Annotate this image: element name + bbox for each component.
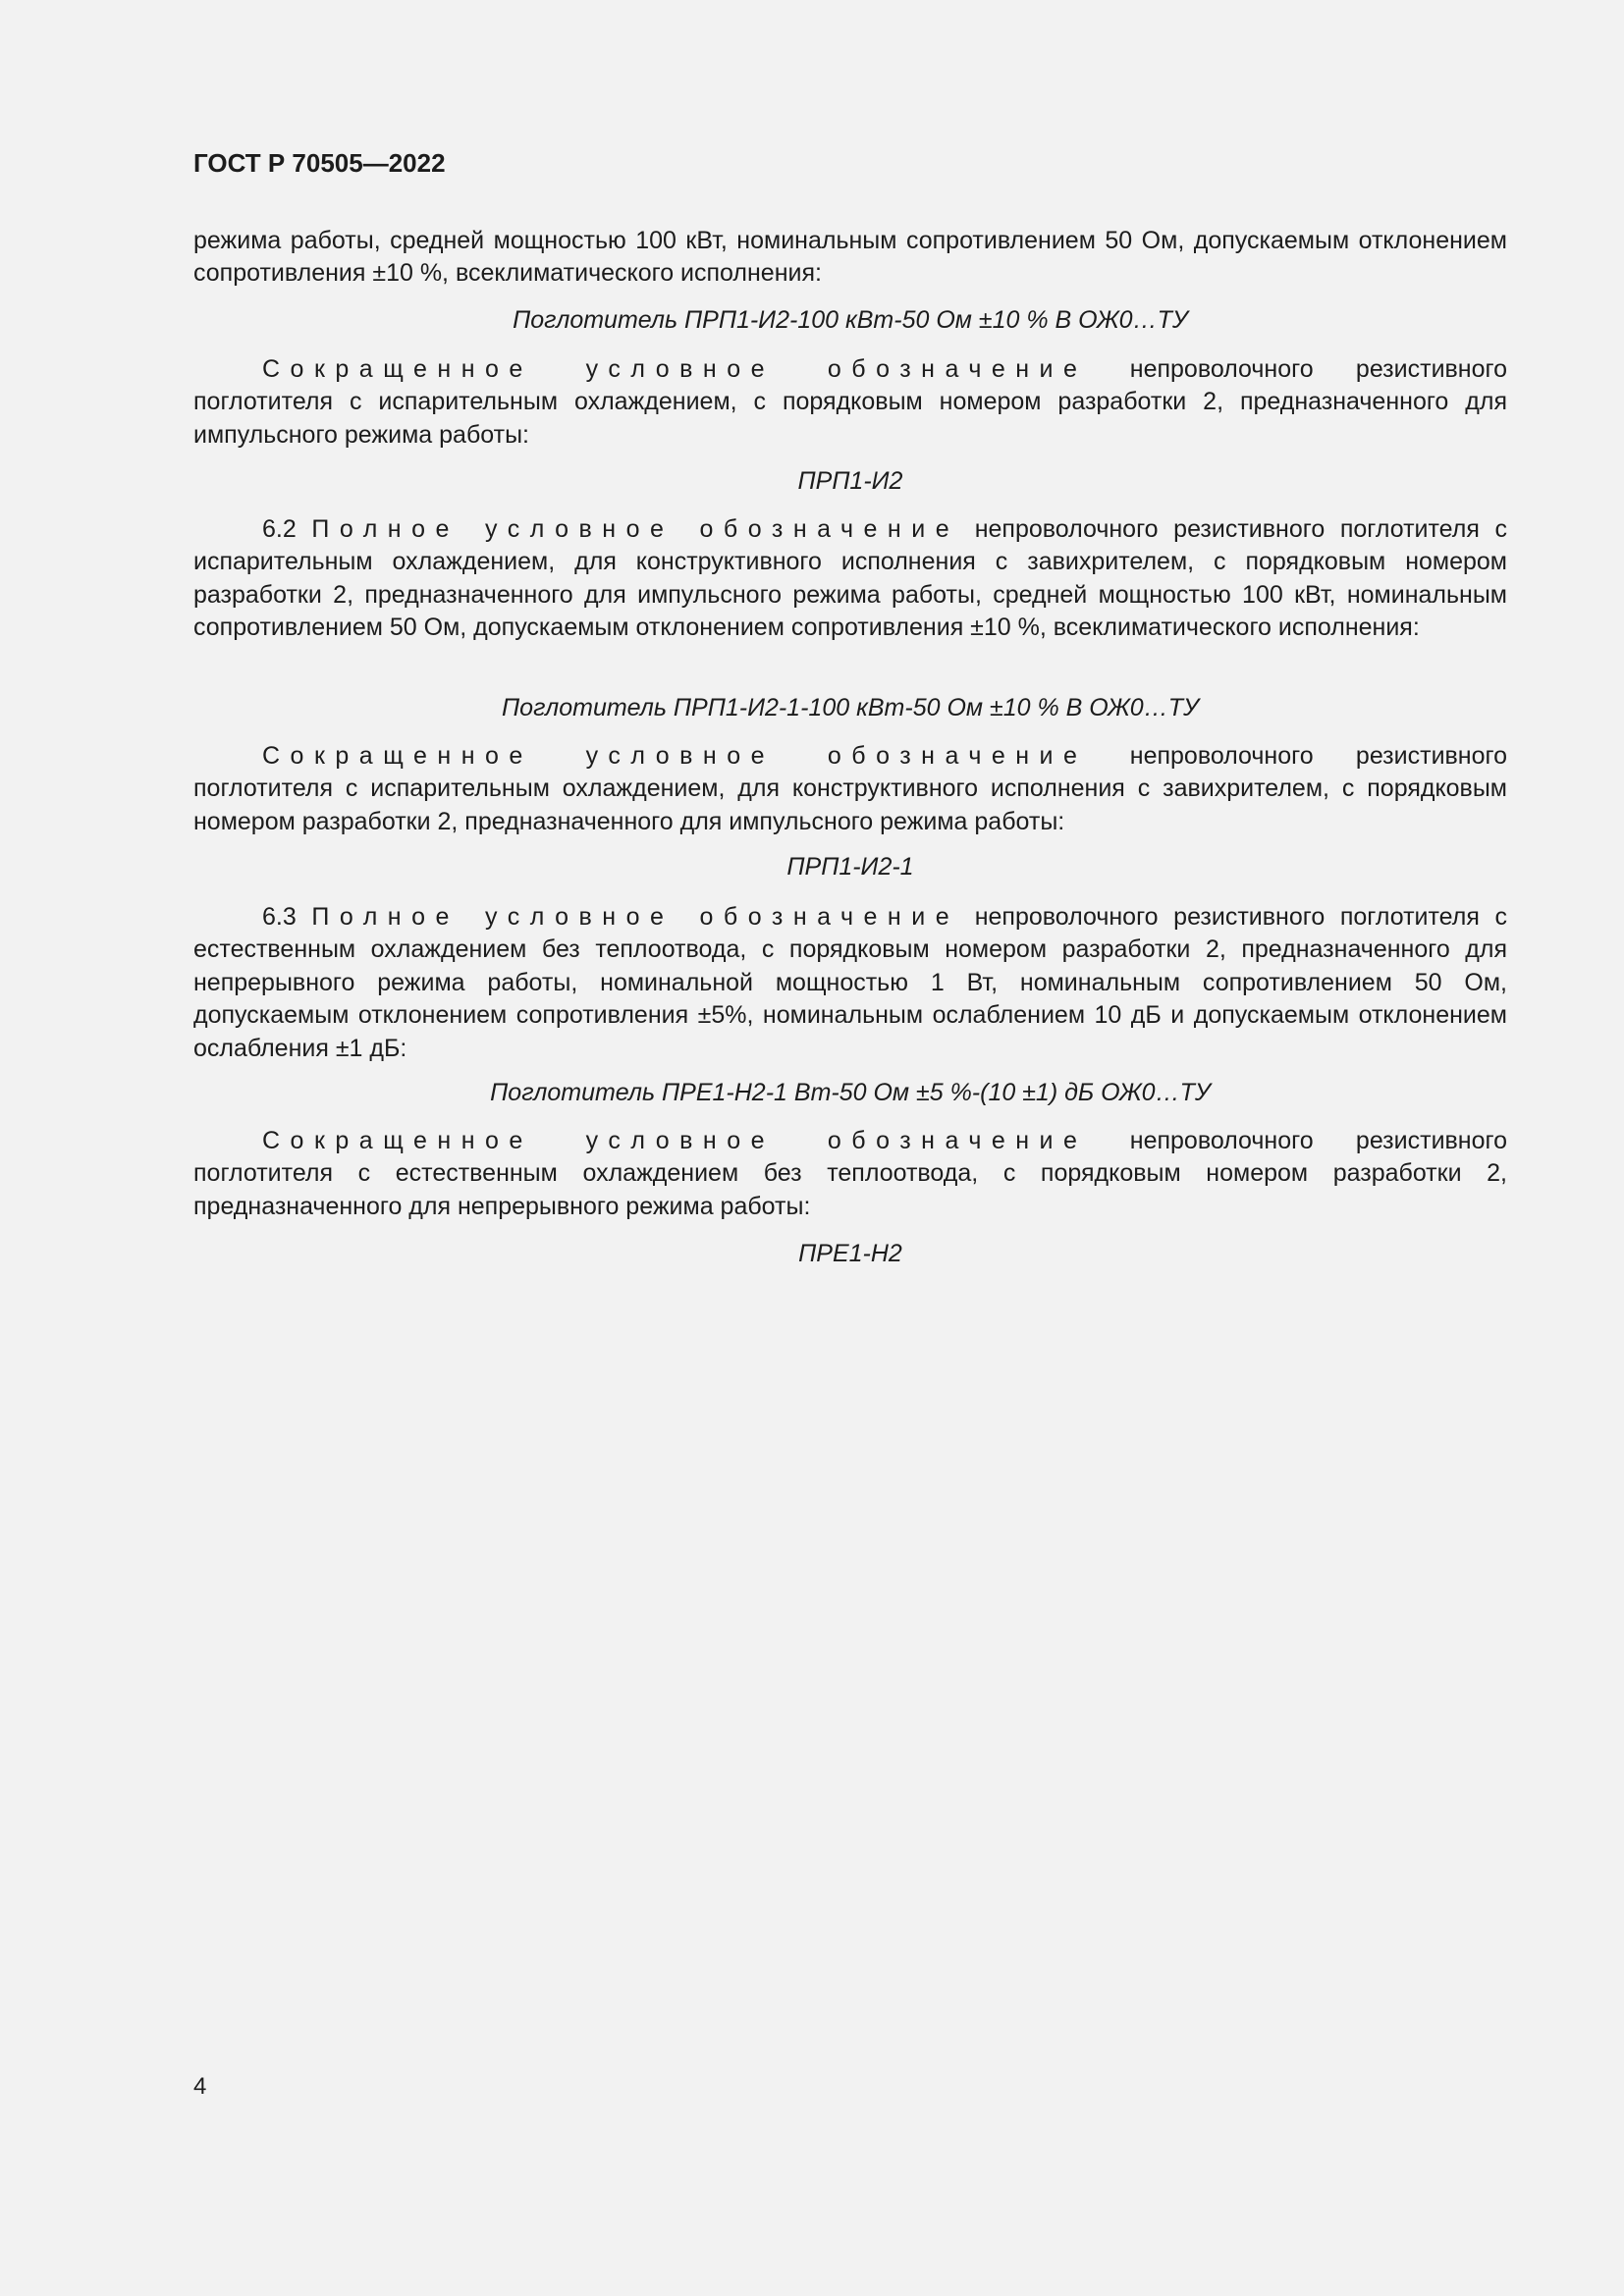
document-header: ГОСТ Р 70505—2022 (193, 148, 446, 178)
paragraph-text: непроволочного резистивного поглотителя с испарительным охлаждением, для конструктивного исполнения с завихрителем, с порядковым номером разработки 2, предназначенного для импульсного режима работы: (193, 742, 1507, 835)
spaced-lead: Сокращенное условное обозначение (262, 355, 1088, 383)
designation-formula: ПРЕ1-Н2 (798, 1240, 902, 1267)
spaced-lead: Сокращенное условное обозначение (262, 742, 1088, 770)
section-number: 6.3 (262, 903, 312, 931)
paragraph (193, 740, 1507, 838)
page-number: 4 (193, 2073, 207, 2100)
designation-formula: ПРП1-И2-1 (786, 853, 914, 881)
spaced-lead: Сокращенное условное обозначение (262, 1127, 1088, 1154)
paragraph-text: непроволочного резистивного поглотителя с естественным охлаждением без теплоотвода, с порядковым номером разработки 2, предназначенного для непрерывного режима работы: (193, 1127, 1507, 1220)
paragraph-text: непроволочного резистивного поглотителя с испарительным охлаждением, с порядковым номером разработки 2, предназначенного для импульсного режима работы: (193, 355, 1507, 449)
paragraph-text: непроволочного резистивного поглотителя с естественным охлаждением без теплоотвода, с порядковым номером разработки 2, предназначенного для непрерывного режима работы, номинальной мощностью 1 Вт, номинальным сопротивлением 50 Ом, допускаемым отклонением сопротивления ±5%, номинальным ослаблением 10 дБ и допускаемым отклонением ослабления ±1 дБ: (193, 903, 1507, 1062)
paragraph (193, 901, 1507, 1065)
designation-formula: Поглотитель ПРП1-И2-1-100 кВт-50 Ом ±10 % В ОЖ0…ТУ (502, 694, 1199, 721)
designation-formula: ПРП1-И2 (797, 467, 903, 495)
paragraph (193, 513, 1507, 645)
designation-formula: Поглотитель ПРЕ1-Н2-1 Вт-50 Ом ±5 %-(10 ±1) дБ ОЖ0…ТУ (490, 1079, 1211, 1106)
paragraph-text: режима работы, средней мощностью 100 кВт, номинальным сопротивлением 50 Ом, допускаемым отклонением сопротивления ±10 %, всеклиматического исполнения: (193, 227, 1507, 288)
spaced-lead: Полное условное обозначение (311, 515, 960, 543)
paragraph-text: непроволочного резистивного поглотителя с испарительным охлаждением, для конструктивного исполнения с завихрителем, с порядковым номером разработки 2, предназначенного для импульсного режима работы, средней мощностью 100 кВт, номинальным сопротивлением 50 Ом, допускаемым отклонением сопротивления ±10 %, всеклиматического исполнения: (193, 515, 1507, 642)
paragraph (193, 353, 1507, 452)
spaced-lead: Полное условное обозначение (311, 903, 960, 931)
designation-formula: Поглотитель ПРП1-И2-100 кВт-50 Ом ±10 % В ОЖ0…ТУ (513, 306, 1188, 334)
paragraph (193, 1125, 1507, 1223)
paragraph (193, 225, 1507, 291)
section-number: 6.2 (262, 515, 312, 543)
